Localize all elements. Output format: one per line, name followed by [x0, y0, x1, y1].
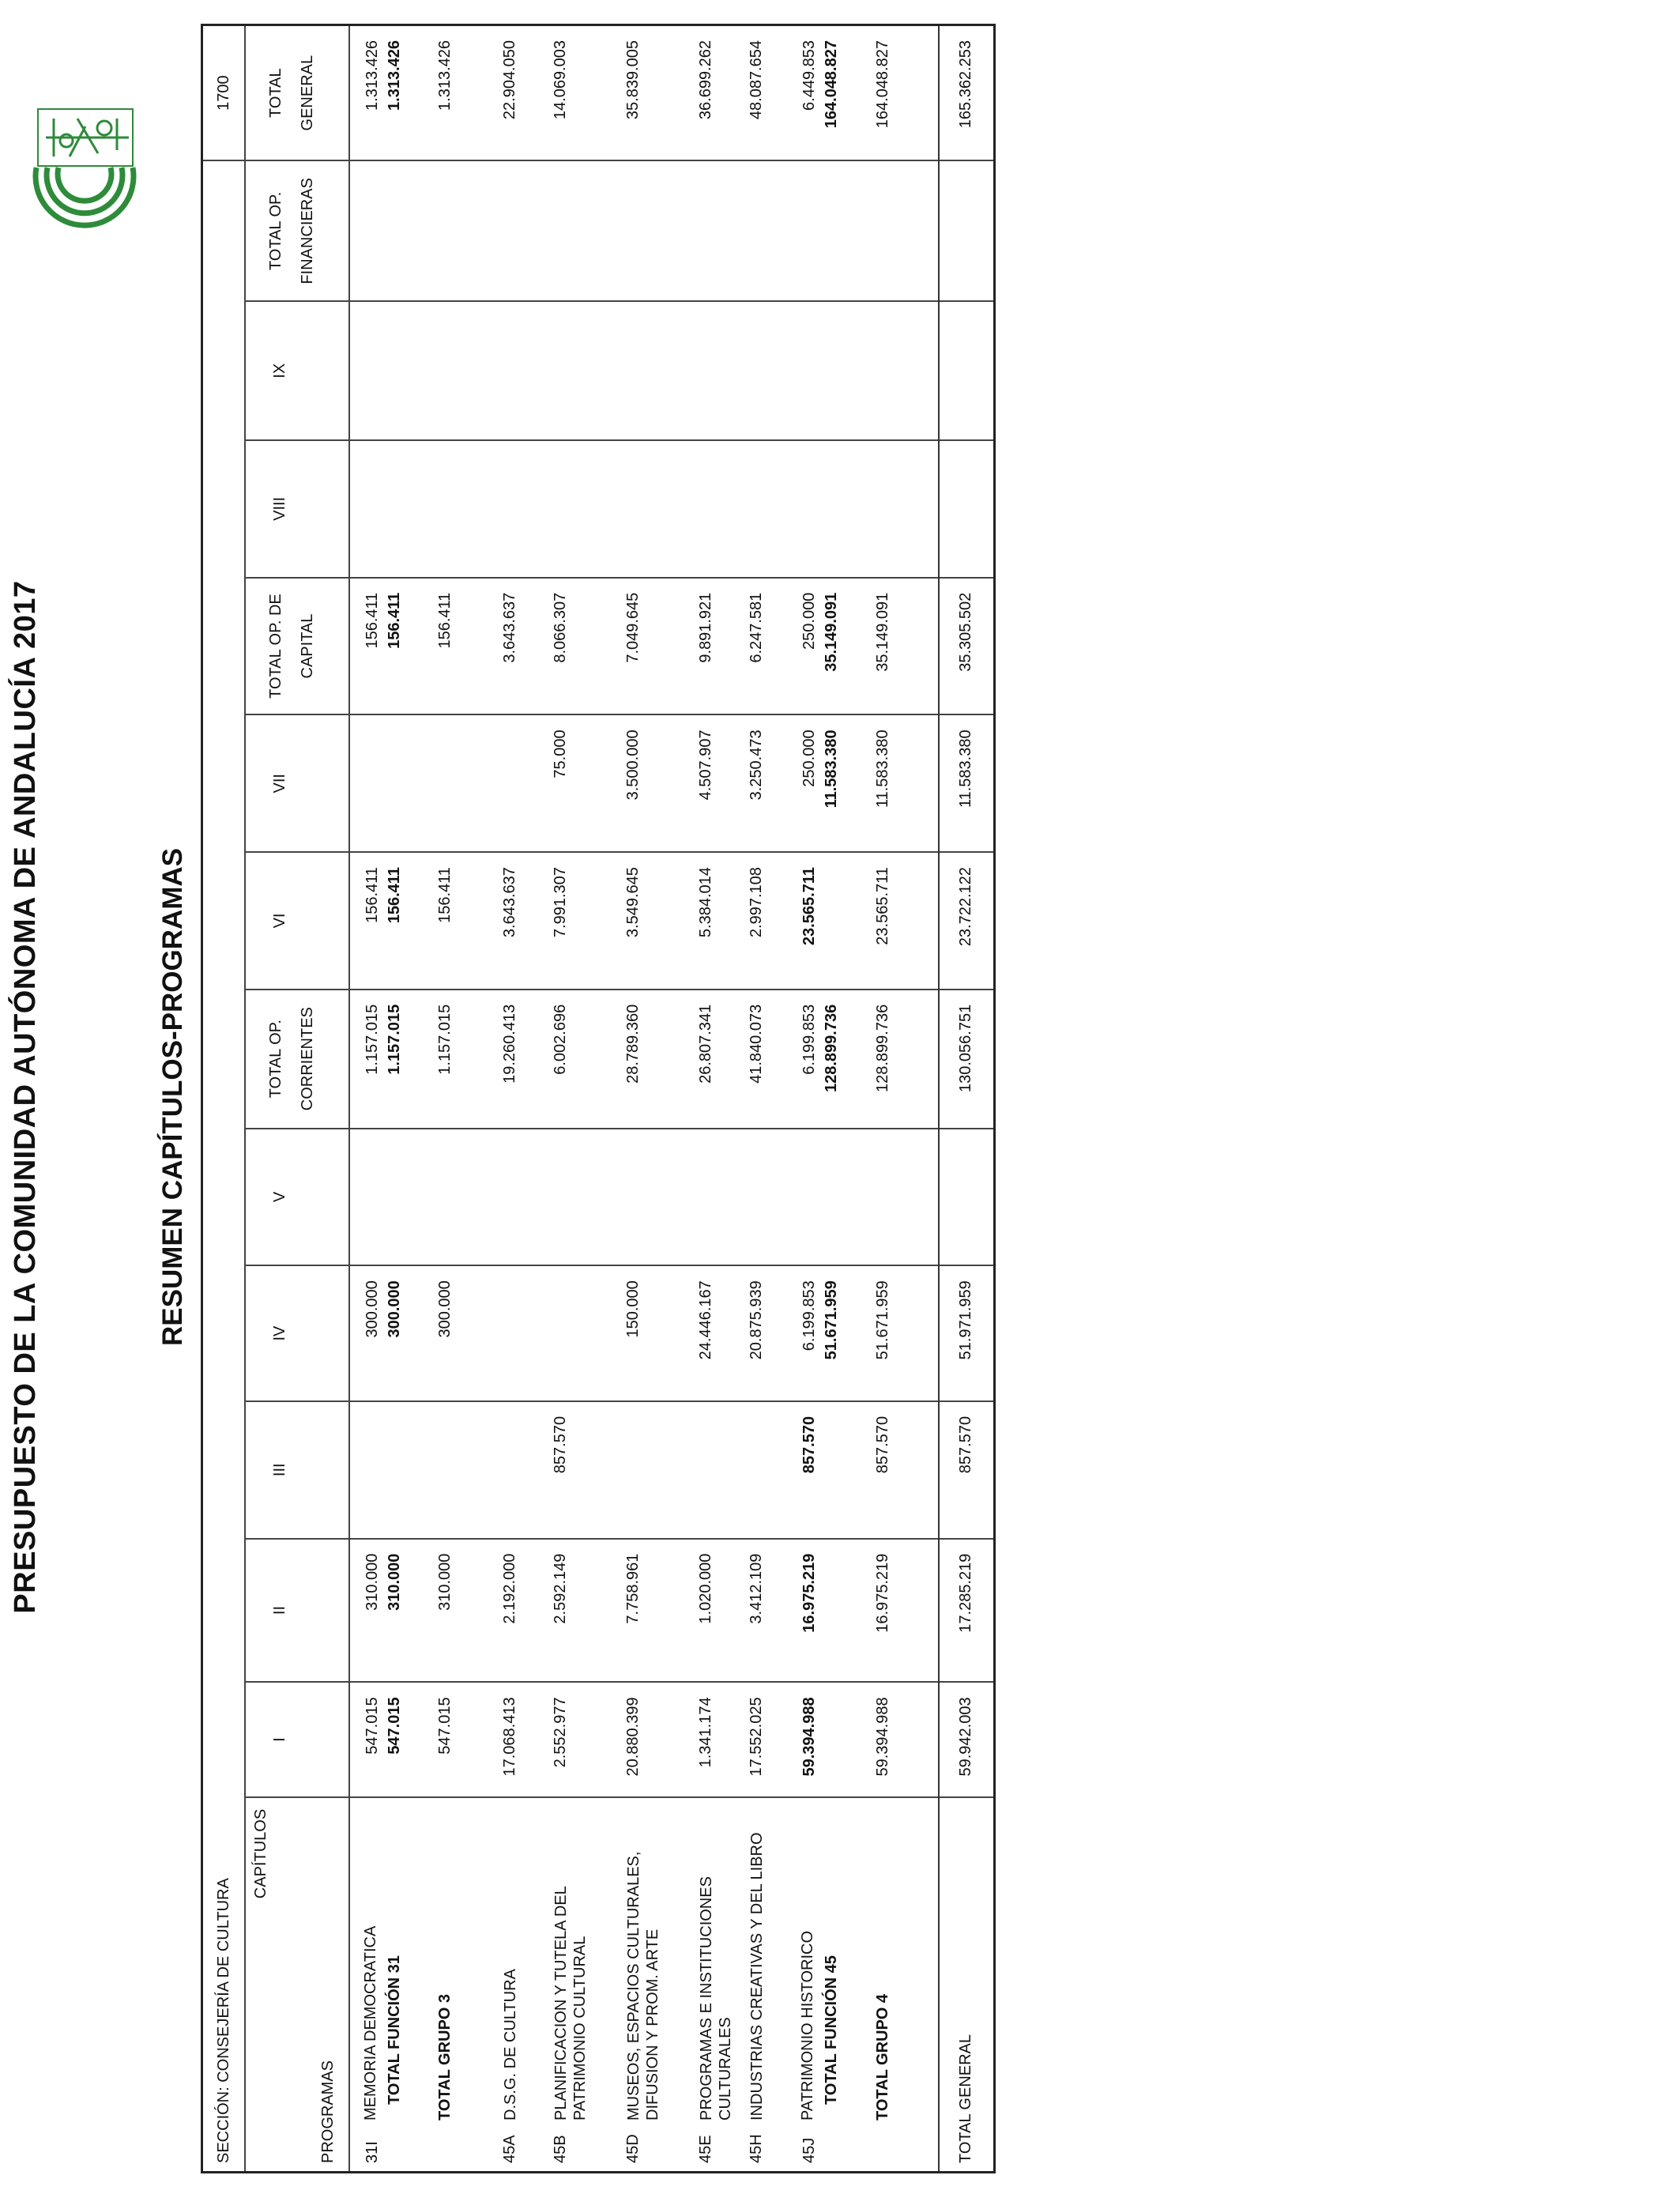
cell-total-general: 36.699.262	[680, 25, 730, 161]
cell-vi: 156.411 156.411	[349, 852, 419, 990]
cell-total-financieras	[607, 160, 680, 301]
cell-iv: 51.971.959	[939, 1265, 994, 1401]
cell-ii: 16.975.219	[781, 1539, 852, 1683]
budget-table	[201, 24, 996, 2173]
cell-total-financieras	[730, 160, 781, 301]
cell-total-financieras	[781, 160, 852, 301]
cell-total-corrientes: 130.056.751	[939, 990, 994, 1129]
table-row	[781, 25, 852, 2173]
header-total-financieras-line1: TOTAL OP.	[267, 191, 284, 270]
cell-viii	[484, 440, 534, 578]
program-code: 45B	[552, 2135, 569, 2163]
cell-vi: 23.722.122	[939, 852, 994, 990]
table-row	[484, 25, 534, 2173]
cell-iv: 51.671.959	[852, 1265, 939, 1401]
section-row	[202, 25, 246, 2173]
header-total-financieras	[245, 160, 349, 301]
junta-emblem-icon	[22, 103, 147, 229]
cell-total-financieras	[939, 160, 994, 301]
subtotal-label: TOTAL FUNCIÓN 45	[823, 1955, 840, 2105]
header-total-corrientes-line1: TOTAL OP.	[267, 1020, 284, 1099]
header-total-corrientes-line2: CORRIENTES	[299, 1007, 316, 1111]
cell-ix	[730, 301, 781, 440]
column-header-row	[245, 25, 349, 2173]
cell-vi: 5.384.014	[680, 852, 730, 990]
cell-ii: 310.000	[419, 1539, 484, 1683]
cell-i: 1.341.174	[680, 1682, 730, 1796]
header-vii: VII	[245, 714, 349, 852]
header-total-capital-line1: TOTAL OP. DE	[267, 594, 284, 699]
cell-iv: 300.000	[419, 1265, 484, 1401]
subtotal-label: TOTAL FUNCIÓN 31	[386, 1955, 403, 2105]
cell-total-corrientes: 6.199.853 128.899.736	[781, 990, 852, 1129]
cell-v	[939, 1129, 994, 1266]
document-title: PRESUPUESTO DE LA COMUNIDAD AUTÓNOMA DE ANDALUCÍA 2017	[9, 580, 42, 1614]
cell-total-general: 165.362.253	[939, 25, 994, 161]
cell-i: 17.552.025	[730, 1682, 781, 1796]
header-iii: III	[245, 1401, 349, 1539]
cell-total-capital: 156.411	[419, 578, 484, 715]
header-programs-cell	[245, 1797, 349, 2173]
cell-total-capital: 3.643.637	[484, 578, 534, 715]
header-programas: PROGRAMAS	[319, 2060, 337, 2163]
cell-iv: 20.875.939	[730, 1265, 781, 1401]
header-total-general	[245, 25, 349, 161]
cell-vi: 23.565.711	[781, 852, 852, 990]
header-i: I	[245, 1682, 349, 1796]
cell-vii	[349, 714, 419, 852]
cell-total-capital: 6.247.581	[730, 578, 781, 715]
cell-ii: 17.285.219	[939, 1539, 994, 1683]
cell-total-corrientes: 28.789.360	[607, 990, 680, 1129]
cell-iii: 857.570	[534, 1401, 607, 1539]
cell-total-general: 1.313.426	[419, 25, 484, 161]
cell-viii	[680, 440, 730, 578]
program-cell	[781, 1797, 852, 2173]
program-code: 31I	[363, 2141, 381, 2163]
cell-v	[852, 1129, 939, 1266]
cell-total-capital: 250.000 35.149.091	[781, 578, 852, 715]
cell-total-corrientes: 128.899.736	[852, 990, 939, 1129]
cell-total-capital: 8.066.307	[534, 578, 607, 715]
cell-viii	[419, 440, 484, 578]
cell-iii	[419, 1401, 484, 1539]
program-name: D.S.G. DE CULTURA	[502, 1969, 519, 2120]
header-total-corrientes	[245, 990, 349, 1129]
cell-total-capital: 35.305.502	[939, 578, 994, 715]
cell-i: 17.068.413	[484, 1682, 534, 1796]
cell-total-capital: 35.149.091	[852, 578, 939, 715]
cell-ix	[607, 301, 680, 440]
table-row	[607, 25, 680, 2173]
cell-viii	[349, 440, 419, 578]
cell-total-general: 164.048.827	[852, 25, 939, 161]
program-cell	[484, 1797, 534, 2173]
program-cell	[730, 1797, 781, 2173]
table-row	[680, 25, 730, 2173]
cell-vi: 3.549.645	[607, 852, 680, 990]
cell-ii: 1.020.000	[680, 1539, 730, 1683]
cell-iv: 300.000 300.000	[349, 1265, 419, 1401]
header-total-general-line1: TOTAL	[267, 68, 284, 118]
cell-total-general: 48.087.654	[730, 25, 781, 161]
cell-v	[534, 1129, 607, 1266]
cell-total-financieras	[534, 160, 607, 301]
grand-total-label: TOTAL GENERAL	[939, 1797, 994, 2173]
program-cell	[534, 1797, 607, 2173]
cell-i: 59.394.988	[781, 1682, 852, 1796]
cell-total-general: 14.069.003	[534, 25, 607, 161]
cell-i: 547.015	[419, 1682, 484, 1796]
cell-total-financieras	[680, 160, 730, 301]
cell-vii: 250.000 11.583.380	[781, 714, 852, 852]
group-total-label: TOTAL GRUPO 3	[436, 1993, 454, 2120]
cell-vii: 11.583.380	[939, 714, 994, 852]
cell-total-financieras	[419, 160, 484, 301]
cell-v	[484, 1129, 534, 1266]
cell-total-general: 35.839.005	[607, 25, 680, 161]
cell-v	[730, 1129, 781, 1266]
cell-vi: 7.991.307	[534, 852, 607, 990]
cell-iv	[534, 1265, 607, 1401]
cell-total-capital: 7.049.645	[607, 578, 680, 715]
cell-vi: 156.411	[419, 852, 484, 990]
cell-ii: 2.192.000	[484, 1539, 534, 1683]
cell-iii	[349, 1401, 419, 1539]
cell-iii	[730, 1401, 781, 1539]
cell-v	[419, 1129, 484, 1266]
cell-total-general: 6.449.853 164.048.827	[781, 25, 852, 161]
cell-iv: 6.199.853 51.671.959	[781, 1265, 852, 1401]
cell-ix	[939, 301, 994, 440]
cell-ii: 7.758.961	[607, 1539, 680, 1683]
cell-total-corrientes: 6.002.696	[534, 990, 607, 1129]
cell-total-corrientes: 1.157.015	[419, 990, 484, 1129]
header-capitulos: CAPÍTULOS	[252, 1808, 269, 1899]
cell-v	[607, 1129, 680, 1266]
cell-vii	[484, 714, 534, 852]
cell-iii: 857.570	[852, 1401, 939, 1539]
program-cell	[680, 1797, 734, 2173]
cell-viii	[781, 440, 852, 578]
program-name: MUSEOS, ESPACIOS CULTURALES, DIFUSION Y PROM. ARTE	[625, 1851, 661, 2120]
section-code: 1700	[202, 25, 246, 161]
cell-iii	[607, 1401, 680, 1539]
table-row	[730, 25, 781, 2173]
header-total-general-line2: GENERAL	[299, 55, 316, 131]
table-row	[419, 25, 484, 2173]
cell-iii: 857.570	[939, 1401, 994, 1539]
cell-vii	[419, 714, 484, 852]
grand-total-row	[939, 25, 994, 2173]
program-cell	[349, 1797, 419, 2173]
cell-iii	[484, 1401, 534, 1539]
header-v: V	[245, 1129, 349, 1266]
table-row	[534, 25, 607, 2173]
document-subtitle: RESUMEN CAPÍTULOS-PROGRAMAS	[157, 847, 188, 1347]
program-name: PROGRAMAS E INSTITUCIONES CULTURALES	[698, 1876, 734, 2120]
cell-i: 59.394.988	[852, 1682, 939, 1796]
header-total-financieras-line2: FINANCIERAS	[299, 178, 316, 285]
cell-v	[349, 1129, 419, 1266]
cell-ix	[484, 301, 534, 440]
cell-vi: 23.565.711	[852, 852, 939, 990]
cell-viii	[852, 440, 939, 578]
header-total-capital	[245, 578, 349, 715]
cell-total-financieras	[349, 160, 419, 301]
cell-ix	[419, 301, 484, 440]
cell-viii	[730, 440, 781, 578]
cell-ix	[349, 301, 419, 440]
cell-iv: 24.446.167	[680, 1265, 730, 1401]
cell-iii: 857.570	[781, 1401, 852, 1539]
cell-total-corrientes: 41.840.073	[730, 990, 781, 1129]
program-name: PLANIFICACION Y TUTELA DEL PATRIMONIO CULTURAL	[552, 1886, 589, 2120]
program-code: 45J	[800, 2137, 818, 2163]
cell-viii	[534, 440, 607, 578]
cell-viii	[607, 440, 680, 578]
group-total-cell	[419, 1797, 484, 2173]
table-row	[852, 25, 939, 2173]
cell-iv: 150.000	[607, 1265, 680, 1401]
cell-total-corrientes: 26.807.341	[680, 990, 730, 1129]
cell-ii: 3.412.109	[730, 1539, 781, 1683]
cell-total-general: 1.313.426 1.313.426	[349, 25, 419, 161]
header-ii: II	[245, 1539, 349, 1683]
cell-total-corrientes: 19.260.413	[484, 990, 534, 1129]
cell-total-capital: 156.411 156.411	[349, 578, 419, 715]
program-name: MEMORIA DEMOCRATICA	[362, 1925, 379, 2120]
header-viii: VIII	[245, 440, 349, 578]
cell-vii: 3.500.000	[607, 714, 680, 852]
cell-vii: 11.583.380	[852, 714, 939, 852]
cell-ii: 2.592.149	[534, 1539, 607, 1683]
program-code: 45H	[748, 2134, 765, 2163]
section-label: SECCIÓN: CONSEJERÍA DE CULTURA	[202, 160, 246, 2172]
cell-vii: 75.000	[534, 714, 607, 852]
cell-vii: 4.507.907	[680, 714, 730, 852]
table-row	[349, 25, 419, 2173]
cell-v	[781, 1129, 852, 1266]
cell-vi: 2.997.108	[730, 852, 781, 990]
cell-ix	[534, 301, 607, 440]
cell-ii: 16.975.219	[852, 1539, 939, 1683]
cell-ix	[781, 301, 852, 440]
program-name: PATRIMONIO HISTORICO	[799, 1930, 816, 2120]
cell-i: 547.015 547.015	[349, 1682, 419, 1796]
cell-v	[680, 1129, 730, 1266]
cell-ix	[680, 301, 730, 440]
cell-iii	[680, 1401, 730, 1539]
header-iv: IV	[245, 1265, 349, 1401]
program-code: 45E	[697, 2135, 714, 2163]
cell-vii: 3.250.473	[730, 714, 781, 852]
cell-total-capital: 9.891.921	[680, 578, 730, 715]
cell-viii	[939, 440, 994, 578]
header-vi: VI	[245, 852, 349, 990]
cell-total-financieras	[852, 160, 939, 301]
cell-i: 59.942.003	[939, 1682, 994, 1796]
group-total-cell	[852, 1797, 939, 2173]
cell-ix	[852, 301, 939, 440]
cell-total-general: 22.904.050	[484, 25, 534, 161]
cell-i: 20.880.399	[607, 1682, 680, 1796]
cell-vi: 3.643.637	[484, 852, 534, 990]
cell-i: 2.552.977	[534, 1682, 607, 1796]
cell-total-financieras	[484, 160, 534, 301]
header-ix: IX	[245, 301, 349, 440]
cell-ii: 310.000 310.000	[349, 1539, 419, 1683]
program-code: 45D	[624, 2134, 642, 2163]
group-total-label: TOTAL GRUPO 4	[874, 1993, 891, 2120]
header-total-capital-line2: CAPITAL	[299, 613, 316, 679]
program-code: 45A	[501, 2135, 518, 2163]
program-name: INDUSTRIAS CREATIVAS Y DEL LIBRO	[748, 1832, 766, 2120]
cell-iv	[484, 1265, 534, 1401]
cell-total-corrientes: 1.157.015 1.157.015	[349, 990, 419, 1129]
program-cell	[607, 1797, 680, 2173]
